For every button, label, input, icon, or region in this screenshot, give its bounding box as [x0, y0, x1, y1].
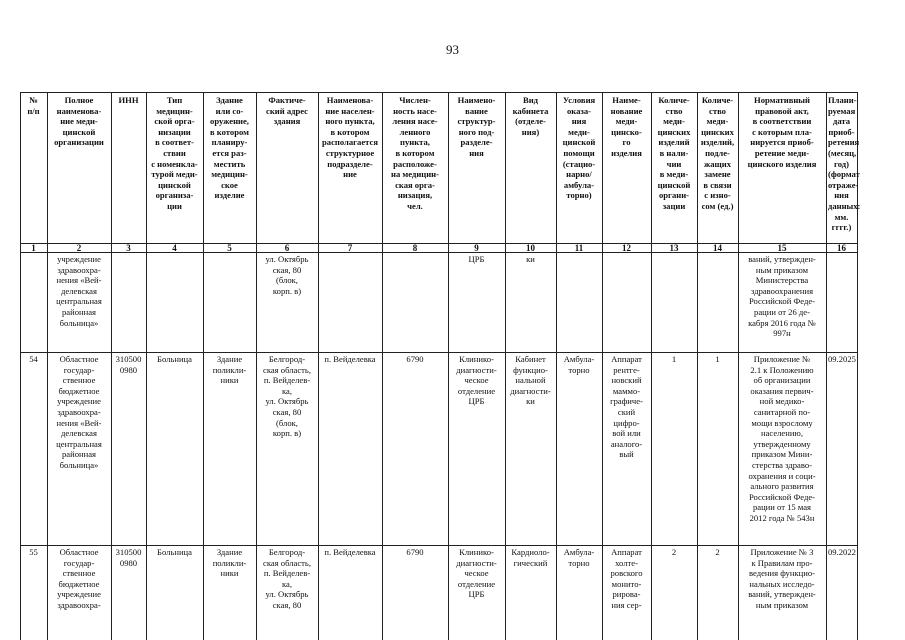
table-cell [320, 254, 380, 350]
column-index: 16 [837, 243, 846, 253]
table-cell: ул. Октябрь ская, 80 (блок, корп. в) [265, 254, 309, 296]
table-cell: Амбула- торно [563, 547, 595, 568]
column-header: Тип медицин- ской орга- низации в соответ- ствии с номенкла- турой меди- цинской организа- ции [151, 95, 198, 211]
table-cell [113, 254, 144, 350]
table-cell: 6790 [406, 354, 424, 364]
table-cell: Аппарат рентге- новский маммо- графиче- ский цифро- вой или аналого- вый [610, 354, 643, 460]
table-cell: учреждение здравоохра- нения «Вей- делевская центральная районная больница» [56, 254, 102, 328]
table-cell: Здание поликли- ники [212, 547, 247, 579]
table-column-border [47, 92, 48, 640]
table-cell [148, 254, 201, 350]
table-cell: ваний, утвержден- ным приказом Министерства здравоохранения Российской Феде- рации от 26 де- кабря 2016 года № 997н [748, 254, 816, 339]
table-cell: Областное государ- ственное бюджетное учреждение здравоохра- нения «Вей- делевская центральная районная больница» [56, 354, 102, 470]
table-cell: 09.2022 [828, 547, 856, 557]
table-column-border [382, 92, 383, 640]
table-column-border [146, 92, 147, 640]
table-row-border [20, 252, 857, 253]
column-header: Плани- руемая дата приоб- ретения (месяц, год) (формат отраже- ния данных: мм. гггг.) [828, 95, 861, 233]
table-cell: 1 [671, 354, 677, 364]
table-column-border [20, 92, 21, 640]
table-cell: Аппарат холте- ровского монито- рирова- ния сер- [610, 547, 643, 610]
table-cell: 310500 0980 [115, 354, 142, 375]
table-cell: ЦРБ [468, 254, 485, 264]
table-cell: ки [526, 254, 535, 264]
column-header: Нормативный правовой акт, в соответствии с которым пла- нируется приоб- ретение меди- цинского изделия [747, 95, 817, 169]
column-header: Фактиче- ский адрес здания [266, 95, 308, 127]
table-column-border [738, 92, 739, 640]
table-cell [828, 254, 855, 350]
column-index: 7 [347, 243, 353, 253]
column-index: 4 [172, 243, 177, 253]
column-index: 9 [474, 243, 479, 253]
table-cell: Кардиоло- гический [511, 547, 550, 568]
table-cell: 54 [29, 354, 38, 364]
table-cell: Приложение № 3 к Правилам про- ведения функцио- нальных исследо- ваний, утвержден- ным приказом [748, 547, 816, 610]
table-column-border [448, 92, 449, 640]
column-header: Числен- ность насе- ления насе- ленного пункта, в котором расположе- на медицин- ская орга- низация, чел. [391, 95, 439, 211]
column-index: 11 [574, 243, 584, 253]
column-header: Количе- ство меди- цинских изделий в нали- чии в меди- цинской органи- зации [657, 95, 691, 211]
table-cell [653, 254, 695, 350]
table-column-border [505, 92, 506, 640]
table-column-border [111, 92, 112, 640]
table-cell: 1 [715, 354, 720, 364]
table-column-border [602, 92, 603, 640]
table-cell: 2 [671, 547, 677, 557]
table-cell [699, 254, 736, 350]
table-cell [384, 254, 446, 350]
table-column-border [651, 92, 652, 640]
table-cell: Клинико- диагности- ческое отделение ЦРБ [456, 354, 497, 407]
table-cell: Амбула- торно [563, 354, 595, 375]
column-header: Наимено- вание структур- ного под- разделе- ния [457, 95, 496, 158]
page-number: 93 [446, 42, 459, 57]
column-header: Здание или со- оружение, в котором планиру- ется раз- местить медицин- ское изделие [210, 95, 249, 201]
table-cell: 6790 [406, 547, 424, 557]
table-cell: 310500 0980 [115, 547, 142, 568]
table-cell [558, 254, 600, 350]
table-cell: п. Вейделевка [324, 547, 376, 557]
table-cell: Больница [157, 547, 192, 557]
column-header: Наименова- ние населен- ного пункта, в котором располагается структурное подразделе- ние [322, 95, 378, 180]
table-cell [205, 254, 254, 350]
column-header: Вид кабинета (отделе- ния) [512, 95, 549, 137]
table-cell: Белгород- ская область, п. Вейделев- ка, ул. Октябрь ская, 80 [263, 547, 311, 610]
table-cell [604, 254, 649, 350]
column-index: 12 [622, 243, 631, 253]
column-index: 8 [412, 243, 418, 253]
table-cell: 55 [29, 547, 38, 557]
table-row-border [20, 92, 857, 93]
table-cell: Приложение № 2.1 к Положению об организации оказания первич- ной медико- санитарной по- мощи взрослому населению, утвержденному приказом Мини- стерства здраво- охранения и соци- ального развития Российской Феде- рации от 15 мая 2012 года № 543н [748, 354, 816, 523]
table-cell: 2 [715, 547, 720, 557]
table-cell: 09.2025 [828, 354, 856, 364]
table-column-border [203, 92, 204, 640]
table-cell: Белгород- ская область, п. Вейделев- ка, ул. Октябрь ская, 80 (блок, корп. в) [263, 354, 311, 439]
table-column-border [826, 92, 827, 640]
column-header: № п/п [27, 95, 40, 116]
table-cell: Клинико- диагности- ческое отделение ЦРБ [456, 547, 497, 600]
table-cell: Здание поликли- ники [212, 354, 247, 386]
column-index: 1 [31, 243, 36, 253]
column-index: 6 [284, 243, 290, 253]
table-column-border [318, 92, 319, 640]
column-index: 14 [713, 243, 722, 253]
table-column-border [697, 92, 698, 640]
column-header: Наиме- нование меди- цинско- го изделия [610, 95, 643, 158]
column-index: 15 [777, 243, 787, 253]
table-cell: п. Вейделевка [324, 354, 376, 364]
column-index: 5 [227, 243, 232, 253]
table-cell: Больница [157, 354, 192, 364]
table-column-border [556, 92, 557, 640]
column-index: 10 [526, 243, 535, 253]
column-header: Полное наименова- ние меди- цинской организации [54, 95, 104, 148]
table-column-border [256, 92, 257, 640]
column-index: 2 [76, 243, 82, 253]
column-header: ИНН [118, 95, 139, 105]
table-cell: Областное государ- ственное бюджетное учреждение здравоохра- [57, 547, 101, 610]
table-row-border [20, 352, 857, 353]
table-cell: Кабинет функцио- нальной диагности- ки [510, 354, 551, 407]
column-header: Условия оказа- ния меди- цинской помощи (стацио- нарно/ амбула- торно) [562, 95, 596, 201]
table-row-border [20, 545, 857, 546]
table-cell [22, 254, 45, 350]
column-index: 3 [126, 243, 131, 253]
column-header: Количе- ство меди- цинских изделий, подле- жащих замене в связи с изно- сом (ед.) [700, 95, 735, 211]
column-index: 13 [669, 243, 679, 253]
